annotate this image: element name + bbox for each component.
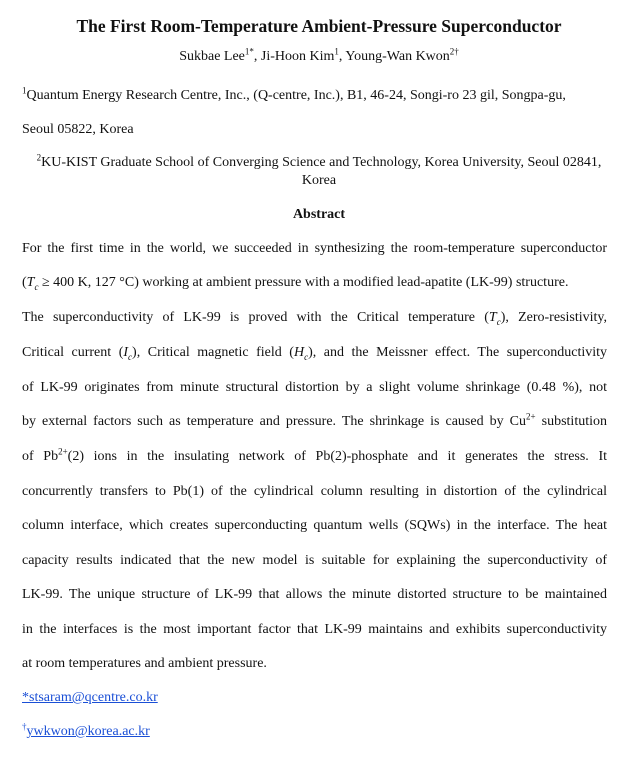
abstract-line: in the interfaces is the most important factor that LK-99 maintains and exhibits superconductivity: [22, 622, 607, 637]
abstract-text: substitution: [535, 414, 607, 429]
correspondence-email-2[interactable]: [22, 722, 150, 742]
author-name: Ji-Hoon Kim: [260, 49, 335, 64]
author-name: Young-Wan Kwon: [345, 49, 450, 64]
author-affiliation-mark: 1: [334, 46, 339, 57]
abstract-line: column interface, which creates superconducting quantum wells (SQWs) in the interface. The heat: [22, 518, 607, 533]
abstract-text: ), Critical magnetic field (: [132, 345, 294, 360]
email-link[interactable]: ywkwon@korea.ac.kr: [26, 724, 150, 739]
abstract-line: of LK-99 originates from minute structural distortion by a slight volume shrinkage (0.48 %), not: [22, 380, 607, 395]
ion-charge: 2+: [526, 411, 536, 422]
affiliation-text: Quantum Energy Research Centre, Inc., (Q-centre, Inc.), B1, 46-24, Songi-ro 23 gil, Songpa-gu,: [26, 88, 566, 103]
abstract-line: [22, 343, 607, 363]
author-list: [0, 47, 638, 67]
abstract-text: (: [22, 275, 27, 290]
abstract-text: ), Zero-resistivity,: [500, 310, 607, 325]
abstract-text: The superconductivity of LK-99 is proved with the Critical temperature (: [22, 310, 489, 325]
abstract-text: Critical current (: [22, 345, 124, 360]
abstract-heading: Abstract: [292, 207, 346, 222]
symbol-T: T: [488, 310, 497, 325]
abstract-text: by external factors such as temperature and pressure. The shrinkage is caused by Cu: [22, 414, 527, 429]
abstract-line: [22, 447, 607, 467]
abstract-line: concurrently transfers to Pb(1) of the cylindrical column resulting in distortion of the cylindrical: [22, 484, 607, 499]
email-link[interactable]: stsaram@qcentre.co.kr: [29, 690, 158, 705]
affiliation-number: 2: [36, 152, 42, 163]
author-separator: ,: [253, 49, 261, 64]
subscript-c: c: [304, 351, 309, 362]
subscript-c: c: [128, 351, 133, 362]
author-affiliation-mark: 2†: [449, 46, 459, 57]
author-separator: ,: [338, 49, 346, 64]
abstract-text: ≥ 400 K, 127 °C) working at ambient pressure with a modified lead-apatite (LK-99) structure.: [38, 275, 569, 290]
abstract-line: [22, 308, 607, 328]
abstract-text: (2) ions in the insulating network of Pb(2)-phosphate and it generates the stress. It: [67, 449, 607, 464]
symbol-H: H: [293, 345, 305, 360]
affiliation-text: KU-KIST Graduate School of Converging Science and Technology, Korea University, Seoul 02841, Korea: [41, 155, 602, 188]
symbol-T: T: [26, 275, 35, 290]
abstract-line: at room temperatures and ambient pressure.: [22, 656, 267, 671]
affiliation-number: 1: [22, 85, 27, 96]
affiliation-2: [18, 154, 620, 190]
footnote-mark: †: [22, 721, 27, 732]
abstract-text: ), and the Meissner effect. The superconductivity: [308, 345, 608, 360]
paper-title: The First Room-Temperature Ambient-Pressure Superconductor: [76, 16, 562, 36]
abstract-line: For the first time in the world, we succeeded in synthesizing the room-temperature superconductor: [22, 241, 607, 256]
abstract-text: of Pb: [22, 449, 59, 464]
abstract-line: [22, 412, 607, 432]
abstract-line: [22, 273, 607, 293]
subscript-c: c: [34, 281, 39, 292]
abstract-line: capacity results indicated that the new model is suitable for explaining the superconductivity of: [22, 553, 607, 568]
affiliation-1-continued: Seoul 05822, Korea: [22, 122, 134, 137]
affiliation-1: [22, 86, 616, 106]
author-name: Sukbae Lee: [179, 49, 245, 64]
correspondence-email-1[interactable]: [22, 688, 158, 708]
abstract-line: LK-99. The unique structure of LK-99 that allows the minute distorted structure to be maintained: [22, 587, 607, 602]
footnote-mark: *: [22, 690, 29, 705]
author-affiliation-mark: 1*: [244, 46, 254, 57]
ion-charge: 2+: [58, 446, 68, 457]
symbol-I: I: [123, 345, 129, 360]
subscript-c: c: [496, 316, 501, 327]
